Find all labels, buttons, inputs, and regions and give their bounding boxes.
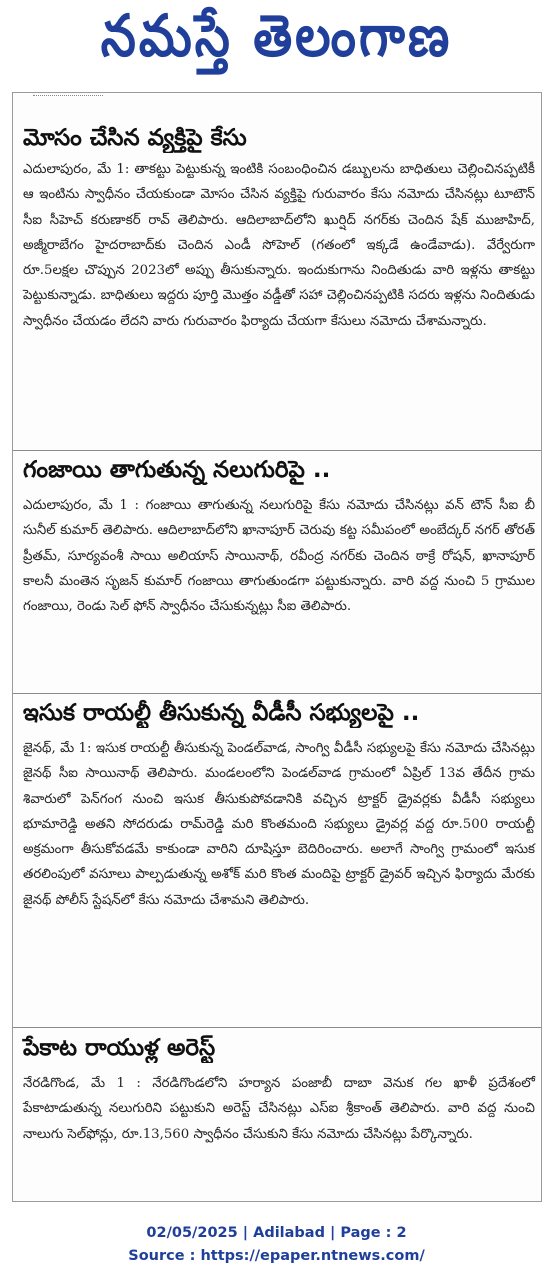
cut-mark <box>33 95 103 101</box>
article-headline: గంజాయి తాగుతున్న నలుగురిపై .. <box>23 457 331 483</box>
source-info: Source : https://epaper.ntnews.com/ <box>128 1248 425 1264</box>
article-divider <box>13 450 542 451</box>
article-body: జైనథ్, మే 1: ఇసుక రాయల్టీ తీసుకున్న పెండల్‌వాడ, సాంగ్వి వీడీసీ సభ్యులపై కేసు నమోదు చేసినట్లు జైనథ్ సీఐ సాయినాథ్ తెలిపారు. మండలంలోని పెండల్‌వాడ గ్రామంలో ఏప్రిల్ 13వ తేదీన గ్రామ శివారులో పెన్‌గంగ నుంచి ఇసుక తీసుకుపోవడానికి వచ్చిన ట్రాక్టర్ డ్రైవర్లకు వీడీసీ సభ్యులు భూమారెడ్డి అతని సోదరుడు రామ్‌రెడ్డి మరి కొంతమంది సభ్యులు డ్రైవర్ల వద్ద రూ.500 రాయల్టీ అక్రమంగా తీసుకోవడమే కాకుండా వారిని దూషిస్తూ బెదిరించారు. అలాగే సాంగ్వి గ్రామంలో ఇసుక తరలింపులో వసూలు పాల్పడుతున్న అశోక్ మరి కొంత మందిపై ట్రాక్టర్ డ్రైవర్ ఇచ్చిన ఫిర్యాదు మేరకు జైనథ్ పోలీస్ స్టేషన్‌లో కేసు నమోదు చేశామని తెలిపారు. <box>23 741 535 908</box>
article-body: ఎదులాపురం, మే 1 : గంజాయి తాగుతున్న నలుగురిపై కేసు నమోదు చేసినట్లు వన్ టౌన్ సీఐ బీ సునీల్ కుమార్ తెలిపారు. ఆదిలాబాద్‌లోని ఖానాపూర్ చెరువు కట్ట సమీపంలో అంబేద్కర్ నగర్ తోరత్ ప్రీతమ్, సూర్యవంశీ సాయి అలియాస్ సాయినాథ్, రవీంద్ర నగర్‌కు చెందిన ఠాక్రే రోషన్, ఖానాపూర్ కాలనీ మంతెన సృజన్ కుమార్ గంజాయి తాగుతుండగా పట్టుకున్నారు. వారి వద్ద నుంచి 5 గ్రాముల గంజాయి, రెండు సెల్ ఫోన్ స్వాధీనం చేసుకున్నట్లు సీఐ తెలిపారు. <box>23 498 535 615</box>
masthead <box>0 0 553 86</box>
article-headline: పేకాట రాయుళ్ల అరెస్ట్ <box>23 1035 216 1061</box>
article-divider <box>13 693 542 694</box>
page-footer <box>0 1222 553 1268</box>
article-gambling-arrest <box>13 1033 542 1147</box>
edition-info: 02/05/2025 | Adilabad | Page : 2 <box>146 1225 407 1241</box>
article-cheating-case <box>13 123 542 334</box>
article-ganja-case <box>13 455 542 619</box>
article-sand-royalty-case <box>13 698 542 913</box>
article-headline: ఇసుక రాయల్టీ తీసుకున్న వీడీసీ సభ్యులపై .. <box>23 700 420 726</box>
masthead-title: నమస్తే తెలంగాణ <box>100 2 453 69</box>
article-headline: మోసం చేసిన వ్యక్తిపై కేసు <box>23 125 247 151</box>
article-divider <box>13 1027 542 1028</box>
article-body: ఎదులాపురం, మే 1: తాకట్టు పెట్టుకున్న ఇంటికి సంబంధించిన డబ్బులను బాధితులు చెల్లించినప్పటికీ ఆ ఇంటిను స్వాధీనం చేయకుండా మోసం చేసిన వ్యక్తిపై గురువారం కేసు నమోదు చేసినట్లు టూటౌన్ సీఐ సీహెచ్ కరుణాకర్ రావ్ తెలిపారు. ఆదిలాబాద్‌లోని ఖుర్షిద్ నగర్‌కు చెందిన షేక్ ముజాహిద్, అజ్మీరాబేగం హైదరాబాద్‌కు చెందిన ఎండీ సోహెల్ (గతంలో ఇక్కడే ఉండేవాడు). వేర్వేరుగా రూ.5లక్షల చొప్పున 2023లో అప్పు తీసుకున్నారు. ఇందుకుగాను నిందితుడు వారి ఇళ్లను తాకట్టు పెట్టుకున్నాడు. బాధితులు ఇద్దరు పూర్తి మొత్తం వడ్డీతో సహా చెల్లించినప్పటికి సదరు ఇళ్లను నిందితుడు స్వాధీనం చేయడం లేదని వారు గురువారం ఫిర్యాదు చేయగా కేసులు నమోదు చేశామన్నారు. <box>23 162 535 329</box>
news-clipping <box>12 92 542 1202</box>
article-body: నేరడిగొండ, మే 1 : నేరడిగొండలోని హర్యాన పంజాబీ దాబా వెనుక గల ఖాళీ ప్రదేశంలో పేకాటాడుతున్న నలుగురిని పట్టుకుని అరెస్ట్ చేసినట్లు ఎస్ఐ శ్రీకాంత్ తెలిపారు. వారి వద్ద నుంచి నాలుగు సెల్‌ఫోన్లు, రూ.13,560 స్వాధీనం చేసుకుని కేసు నమోదు చేసినట్లు పేర్కొన్నారు. <box>23 1076 535 1142</box>
